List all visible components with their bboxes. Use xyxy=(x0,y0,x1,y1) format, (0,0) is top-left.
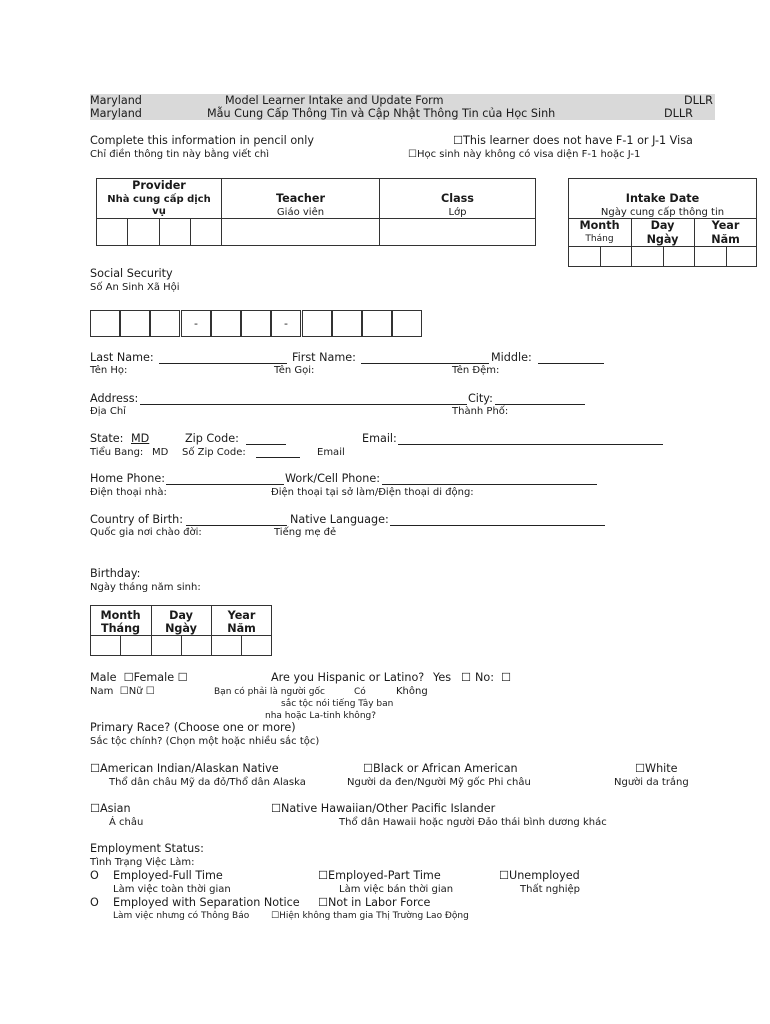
employment-separation-radio[interactable]: O xyxy=(90,896,99,909)
hispanic-yes-checkbox[interactable]: ☐ xyxy=(461,671,472,684)
employment-not-labor-label-vi-wrap xyxy=(271,910,469,923)
last-name-label-vi: Tên Họ: xyxy=(90,365,128,376)
hispanic-no-label: No: xyxy=(475,671,494,684)
city-field[interactable] xyxy=(495,393,585,405)
home-phone-field[interactable] xyxy=(166,473,284,485)
ssn-digit-4[interactable] xyxy=(211,310,241,337)
ssn-digit-1[interactable] xyxy=(90,310,120,337)
checkbox-icon: ☐ xyxy=(453,134,464,147)
employment-unemployed-label: Unemployed xyxy=(509,869,580,882)
email-label: Email: xyxy=(362,432,397,445)
hispanic-yes-label-vi: Có xyxy=(354,687,366,697)
gender-row-vi xyxy=(90,685,155,698)
class-heading-vi: Lớp xyxy=(448,207,467,218)
hispanic-no-checkbox[interactable]: ☐ xyxy=(501,671,512,684)
city-label-vi: Thành Phố: xyxy=(452,406,509,417)
visa-label-en: This learner does not have F-1 or J-1 Visa xyxy=(463,134,693,147)
employment-unemployed-option[interactable] xyxy=(499,869,580,882)
email-label-vi: Email xyxy=(317,447,345,458)
intake-month-label: Month xyxy=(579,219,620,232)
employment-not-labor-option[interactable] xyxy=(318,896,430,909)
teacher-heading: Teacher xyxy=(276,192,325,205)
address-label-vi: Địa Chỉ xyxy=(90,406,126,417)
zip-label-vi: Số Zip Code: xyxy=(182,447,246,458)
checkbox-icon: ☐ xyxy=(363,762,374,775)
ssn-digit-6[interactable] xyxy=(302,310,332,337)
country-of-birth-label-vi: Quốc gia nơi chào đời: xyxy=(90,527,202,538)
ssn-digit-8[interactable] xyxy=(362,310,392,337)
race-black-label-vi: Người da đen/Người Mỹ gốc Phi châu xyxy=(347,777,531,788)
provider-cell-3[interactable] xyxy=(160,219,190,245)
checkbox-icon: ☐ xyxy=(318,869,329,882)
employment-full-time-label: Employed-Full Time xyxy=(113,869,223,882)
last-name-label: Last Name: xyxy=(90,351,154,364)
zip-field[interactable] xyxy=(246,433,286,445)
race-white-option[interactable] xyxy=(635,762,678,775)
checkbox-icon: ☐ xyxy=(271,911,280,921)
race-hawaiian-option[interactable] xyxy=(271,802,495,815)
hispanic-question-vi-3: nha hoặc La-tinh không? xyxy=(265,711,377,721)
provider-heading-vi-1: Nhà cung cấp dịch xyxy=(107,194,211,205)
ssn-digit-7[interactable] xyxy=(332,310,362,337)
provider-cell-1[interactable] xyxy=(97,219,127,245)
zip-label: Zip Code: xyxy=(185,432,239,445)
home-phone-label: Home Phone: xyxy=(90,472,166,485)
header-title-en: Model Learner Intake and Update Form xyxy=(225,94,444,107)
ssn-label: Social Security xyxy=(90,267,173,280)
zip-field-vi-line xyxy=(256,446,300,458)
employment-unemployed-label-vi: Thất nghiệp xyxy=(520,884,580,895)
ssn-digit-2[interactable] xyxy=(120,310,150,337)
hispanic-question-vi-2: sắc tộc nói tiếng Tây ban xyxy=(281,699,394,709)
race-black-label: Black or African American xyxy=(373,762,518,775)
country-of-birth-label: Country of Birth: xyxy=(90,513,183,526)
employment-full-time-label-vi: Làm việc toàn thời gian xyxy=(113,884,231,895)
visa-label-vi-wrap xyxy=(408,148,640,161)
race-white-label: White xyxy=(645,762,678,775)
birth-day-label: Day xyxy=(169,609,193,622)
intake-date-heading-vi: Ngày cung cấp thông tin xyxy=(600,207,725,218)
native-language-field[interactable] xyxy=(390,514,605,526)
intake-year-digit-1[interactable] xyxy=(695,247,726,266)
race-asian-option[interactable] xyxy=(90,802,131,815)
employment-part-time-label: Employed-Part Time xyxy=(328,869,441,882)
birth-year-label-vi: Năm xyxy=(227,622,256,635)
employment-separation-label: Employed with Separation Notice xyxy=(113,896,300,909)
male-checkbox[interactable]: ☐ xyxy=(123,671,134,684)
state-label: State: xyxy=(90,432,124,445)
header-state-en: Maryland xyxy=(90,94,142,107)
gender-row-en xyxy=(90,671,188,684)
work-phone-label: Work/Cell Phone: xyxy=(285,472,380,485)
hispanic-question: Are you Hispanic or Latino? xyxy=(271,671,425,684)
visa-checkbox[interactable] xyxy=(453,134,693,147)
intake-day-digit-1[interactable] xyxy=(632,247,663,266)
intake-day-label-vi: Ngày xyxy=(646,233,679,246)
middle-name-label-vi: Tên Đệm: xyxy=(452,365,500,376)
country-of-birth-field[interactable] xyxy=(186,514,287,526)
checkbox-icon: ☐ xyxy=(119,686,129,697)
home-phone-label-vi: Điện thoại nhà: xyxy=(90,487,167,498)
checkbox-icon: ☐ xyxy=(499,869,510,882)
class-field[interactable] xyxy=(380,219,535,245)
pencil-instruction-en: Complete this information in pencil only xyxy=(90,134,314,147)
birth-month-digit-2[interactable] xyxy=(121,636,151,655)
native-language-label-vi: Tiếng mẹ đẻ xyxy=(274,527,337,538)
middle-name-label: Middle: xyxy=(491,351,532,364)
intake-day-digit-2[interactable] xyxy=(664,247,694,266)
ssn-separator-1: - xyxy=(181,310,211,337)
work-phone-field[interactable] xyxy=(382,473,597,485)
address-field[interactable] xyxy=(140,393,467,405)
intake-year-digit-2[interactable] xyxy=(727,247,756,266)
employment-label: Employment Status: xyxy=(90,842,204,855)
birth-month-label-vi: Tháng xyxy=(100,622,141,635)
header-agency-vi: DLLR xyxy=(664,107,693,120)
race-american-indian-option[interactable] xyxy=(90,762,279,775)
race-asian-label: Asian xyxy=(100,802,131,815)
male-label-vi: Nam xyxy=(90,686,114,697)
employment-full-time-radio[interactable]: O xyxy=(90,869,99,882)
race-white-label-vi: Người da trắng xyxy=(614,777,689,788)
intake-date-heading: Intake Date xyxy=(625,192,700,205)
teacher-field[interactable] xyxy=(222,219,379,245)
employment-part-time-label-vi: Làm việc bán thời gian xyxy=(339,884,454,895)
race-hawaiian-label-vi: Thổ dân Hawaii hoặc người Đảo thái bình dương khác xyxy=(339,817,607,828)
checkbox-icon: ☐ xyxy=(90,762,101,775)
first-name-field[interactable] xyxy=(361,352,489,364)
employment-not-labor-label: Not in Labor Force xyxy=(328,896,431,909)
header-state-vi: Maryland xyxy=(90,107,142,120)
native-language-label: Native Language: xyxy=(290,513,389,526)
provider-cell-4[interactable] xyxy=(191,219,221,245)
employment-not-labor-label-vi: Hiện không tham gia Thị Trường Lao Động xyxy=(279,911,469,921)
birth-year-digit-2[interactable] xyxy=(242,636,271,655)
employment-label-vi: Tình Trạng Việc Làm: xyxy=(90,857,195,868)
intake-month-label-vi: Tháng xyxy=(585,234,614,244)
visa-label-vi: Học sinh này không có visa diện F-1 hoặc J-1 xyxy=(416,149,641,160)
birthday-label: Birthday: xyxy=(90,567,141,580)
last-name-field[interactable] xyxy=(159,352,287,364)
teacher-heading-vi: Giáo viên xyxy=(276,207,325,218)
provider-heading: Provider xyxy=(132,179,186,192)
hispanic-yes-label: Yes xyxy=(433,671,452,684)
checkbox-icon: ☐ xyxy=(90,802,101,815)
race-asian-label-vi: Á châu xyxy=(109,817,144,828)
intake-year-label-vi: Năm xyxy=(711,233,740,246)
middle-name-field[interactable] xyxy=(538,352,604,364)
female-label-vi: Nữ xyxy=(128,686,143,697)
checkbox-icon: ☐ xyxy=(408,149,417,160)
provider-cell-2[interactable] xyxy=(128,219,159,245)
first-name-label-vi: Tên Gọi: xyxy=(274,365,315,376)
ssn-digit-5[interactable] xyxy=(241,310,271,337)
ssn-digit-3[interactable] xyxy=(150,310,180,337)
state-value-vi: MD xyxy=(152,447,169,458)
intake-month-digit-2[interactable] xyxy=(601,247,631,266)
birth-month-label: Month xyxy=(100,609,141,622)
hispanic-question-vi-1: Bạn có phải là người gốc xyxy=(214,687,325,697)
address-label: Address: xyxy=(90,392,139,405)
checkbox-icon: ☐ xyxy=(271,802,282,815)
race-american-indian-label: American Indian/Alaskan Native xyxy=(100,762,279,775)
race-label-vi: Sắc tộc chính? (Chọn một hoặc nhiều sắc tộc) xyxy=(90,736,320,747)
employment-part-time-option[interactable] xyxy=(318,869,441,882)
hispanic-no-label-vi: Không xyxy=(396,686,428,697)
state-value[interactable]: MD xyxy=(131,432,150,445)
checkbox-icon: ☐ xyxy=(145,686,155,697)
birth-day-digit-2[interactable] xyxy=(182,636,211,655)
race-american-indian-label-vi: Thổ dân châu Mỹ da đỏ/Thổ dân Alaska xyxy=(109,777,306,788)
header-title-vi: Mẫu Cung Cấp Thông Tin và Cập Nhật Thông Tin của Học Sinh xyxy=(207,107,556,120)
intake-day-label: Day xyxy=(650,219,675,232)
male-label: Male xyxy=(90,671,117,684)
race-hawaiian-label: Native Hawaiian/Other Pacific Islander xyxy=(281,802,496,815)
race-label: Primary Race? (Choose one or more) xyxy=(90,721,296,734)
birth-day-label-vi: Ngày xyxy=(165,622,197,635)
checkbox-icon: ☐ xyxy=(635,762,646,775)
intake-year-label: Year xyxy=(711,219,740,232)
birthday-label-vi: Ngày tháng năm sinh: xyxy=(90,582,201,593)
ssn-label-vi: Số An Sinh Xã Hội xyxy=(90,282,180,293)
race-black-option[interactable] xyxy=(363,762,518,775)
email-field[interactable] xyxy=(398,433,663,445)
pencil-instruction-vi: Chỉ điền thông tin này bằng viết chì xyxy=(90,149,269,160)
ssn-separator-2: - xyxy=(271,310,301,337)
checkbox-icon: ☐ xyxy=(318,896,329,909)
female-checkbox[interactable]: ☐ xyxy=(177,671,188,684)
birth-month-digit-1[interactable] xyxy=(91,636,120,655)
provider-heading-vi-2: vụ xyxy=(152,206,166,217)
first-name-label: First Name: xyxy=(292,351,356,364)
employment-separation-label-vi: Làm việc nhưng có Thông Báo xyxy=(113,911,250,921)
female-label: Female xyxy=(133,671,175,684)
header-agency-en: DLLR xyxy=(684,94,713,107)
state-label-vi: Tiểu Bang: xyxy=(90,447,144,458)
city-label: City: xyxy=(468,392,493,405)
work-phone-label-vi: Điện thoại tại sở làm/Điện thoại di động: xyxy=(271,487,474,498)
birth-year-digit-1[interactable] xyxy=(212,636,241,655)
ssn-digit-9[interactable] xyxy=(392,310,422,337)
birth-day-digit-1[interactable] xyxy=(152,636,181,655)
birth-year-label: Year xyxy=(227,609,256,622)
intake-month-digit-1[interactable] xyxy=(569,247,600,266)
class-heading: Class xyxy=(441,192,474,205)
